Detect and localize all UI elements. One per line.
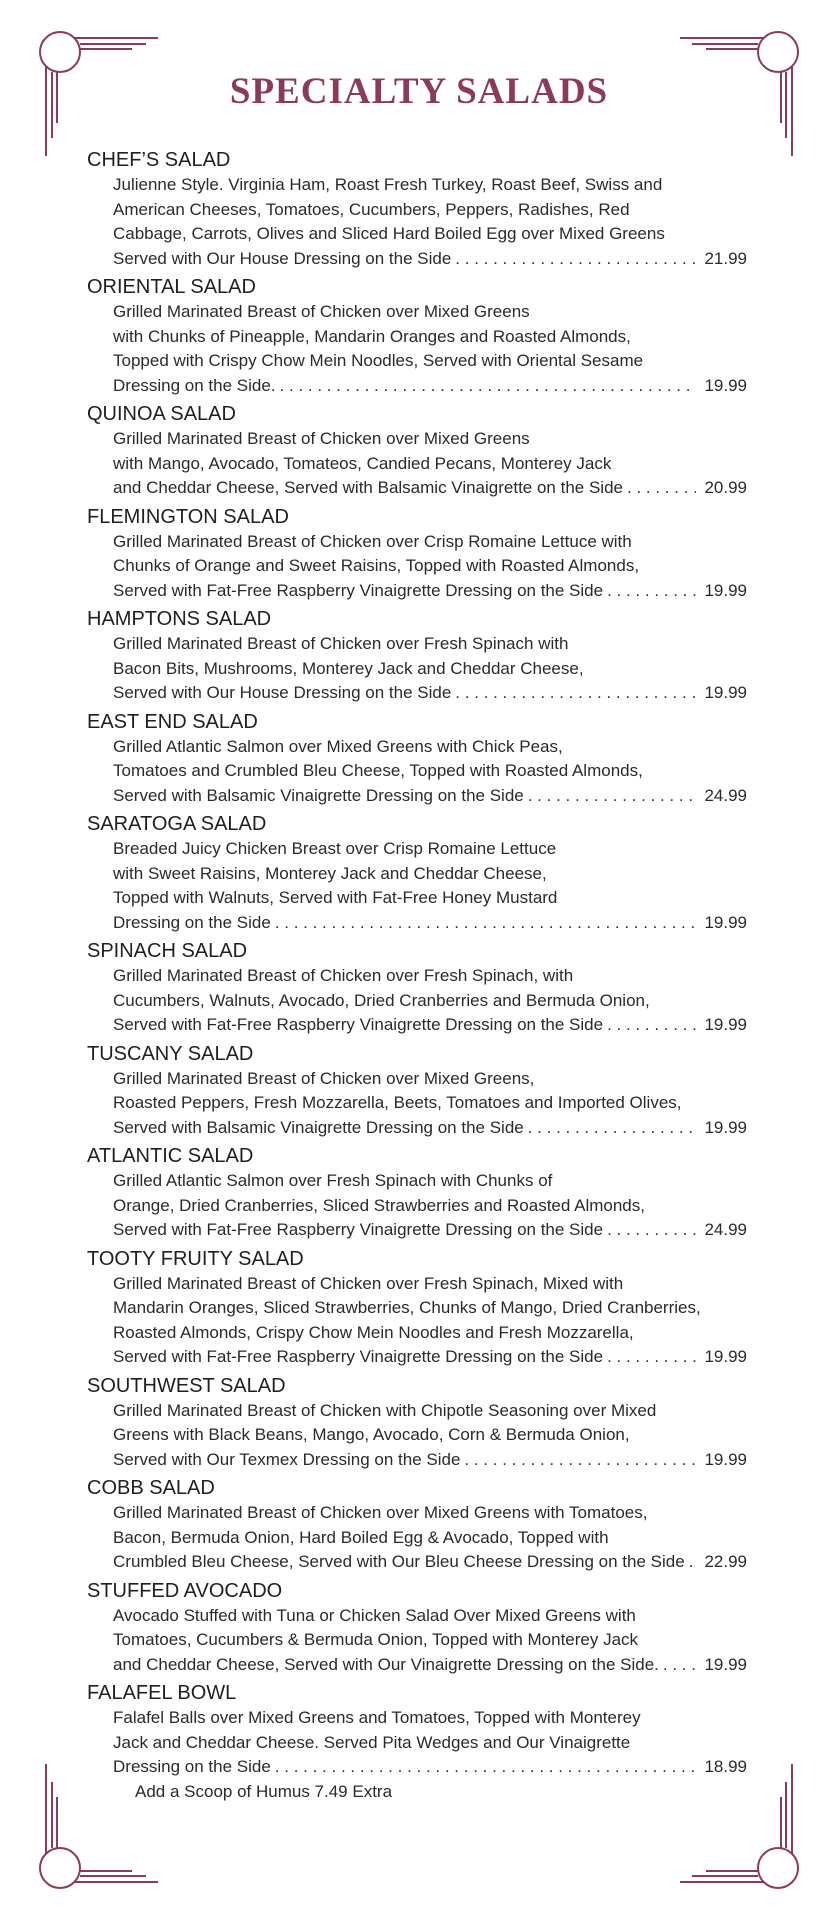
description-line: Topped with Walnuts, Served with Fat-Free Honey Mustard: [113, 888, 558, 907]
description-text: Dressing on the Side.: [113, 375, 276, 395]
description-line: Falafel Balls over Mixed Greens and Tomatoes, Topped with Monterey: [113, 1708, 641, 1727]
description-line: Grilled Marinated Breast of Chicken over Crisp Romaine Lettuce with: [113, 531, 632, 551]
description-line: Julienne Style. Virginia Ham, Roast Fresh Turkey, Roast Beef, Swiss and: [113, 175, 663, 194]
description-text: Served with Fat-Free Raspberry Vinaigrette Dressing on the Side: [113, 1015, 604, 1034]
item-name: STUFFED AVOCADO: [87, 1579, 283, 1602]
item-description: [113, 1272, 747, 1370]
dot-leader: [607, 1013, 696, 1038]
description-text: Served with Fat-Free Raspberry Vinaigrette Dressing on the Side: [113, 1220, 604, 1239]
description-text: Served with Fat-Free Raspberry Vinaigrette Dressing on the Side: [113, 580, 604, 600]
description-line: Tomatoes, Cucumbers & Bermuda Onion, Topped with Monterey Jack: [113, 1630, 639, 1649]
description-line: [113, 579, 747, 604]
menu-item: [87, 1042, 747, 1141]
dot-leader: [275, 911, 697, 936]
menu-item: [87, 812, 747, 935]
description-line: with Mango, Avocado, Tomateos, Candied Pecans, Monterey Jack: [113, 453, 612, 473]
dot-leader: [689, 1550, 697, 1575]
item-name: FALAFEL BOWL: [87, 1682, 237, 1704]
description-line: [113, 1013, 747, 1038]
description-line: Bacon, Bermuda Onion, Hard Boiled Egg & Avocado, Topped with: [113, 1527, 609, 1547]
menu-item: [87, 710, 747, 809]
page-title: SPECIALTY SALADS: [229, 71, 609, 112]
description-line: Grilled Marinated Breast of Chicken over Mixed Greens: [113, 429, 530, 448]
description-line: [113, 911, 747, 936]
description-text: Served with Our Texmex Dressing on the Side: [113, 1449, 461, 1469]
dot-leader: [663, 1653, 697, 1678]
description-line: Grilled Atlantic Salmon over Fresh Spinach with Chunks of: [113, 1171, 553, 1190]
item-description: [113, 300, 747, 398]
dot-leader: [607, 1218, 696, 1243]
dot-leader: [607, 1345, 696, 1370]
dot-leader: [528, 1116, 697, 1141]
description-line: Grilled Marinated Breast of Chicken over Fresh Spinach with: [113, 634, 569, 653]
menu-item: [87, 148, 747, 271]
dot-leader: [627, 476, 696, 501]
description-text: Served with Balsamic Vinaigrette Dressing on the Side: [113, 785, 524, 805]
item-price: 24.99: [704, 1220, 747, 1239]
item-price: 19.99: [704, 1117, 747, 1137]
item-name: SARATOGA SALAD: [87, 813, 267, 835]
description-line: [113, 681, 747, 706]
item-price: 19.99: [704, 1015, 747, 1034]
menu-item: [87, 505, 747, 604]
menu-item: [87, 607, 747, 706]
item-description: [113, 837, 747, 935]
item-description: [113, 530, 747, 604]
item-price: 20.99: [704, 478, 747, 497]
description-line: Cabbage, Carrots, Olives and Sliced Hard Boiled Egg over Mixed Greens: [113, 224, 665, 243]
description-line: Greens with Black Beans, Mango, Avocado, Corn & Bermuda Onion,: [113, 1425, 630, 1444]
dot-leader: [455, 681, 696, 706]
description-line: Chunks of Orange and Sweet Raisins, Topped with Roasted Almonds,: [113, 556, 640, 575]
dot-leader: [275, 1755, 697, 1780]
menu-item: [87, 1681, 747, 1804]
menu-item: [87, 1579, 747, 1678]
description-line: with Chunks of Pineapple, Mandarin Oranges and Roasted Almonds,: [113, 326, 631, 346]
item-price: 18.99: [704, 1757, 747, 1776]
item-price: 19.99: [704, 912, 747, 932]
description-line: Avocado Stuffed with Tuna or Chicken Salad Over Mixed Greens with: [113, 1605, 636, 1625]
description-line: [113, 247, 747, 272]
description-line: [113, 784, 747, 809]
description-line: [113, 1345, 747, 1370]
description-line: Grilled Marinated Breast of Chicken over Mixed Greens with Tomatoes,: [113, 1503, 648, 1522]
description-text: Crumbled Bleu Cheese, Served with Our Bleu Cheese Dressing on the Side: [113, 1552, 685, 1571]
description-line: Grilled Marinated Breast of Chicken over Fresh Spinach, Mixed with: [113, 1273, 624, 1293]
description-line: [113, 1218, 747, 1243]
dot-leader: [607, 579, 696, 604]
description-line: [113, 1550, 747, 1575]
item-name: TOOTY FRUITY SALAD: [87, 1247, 304, 1270]
description-line: [113, 1448, 747, 1473]
description-line: Roasted Peppers, Fresh Mozzarella, Beets, Tomatoes and Imported Olives,: [113, 1093, 682, 1112]
item-description: [113, 427, 747, 501]
menu-list: [87, 148, 747, 1808]
description-line: Grilled Marinated Breast of Chicken over Mixed Greens: [113, 302, 530, 321]
description-line: with Sweet Raisins, Monterey Jack and Cheddar Cheese,: [113, 863, 547, 883]
item-description: [113, 1067, 747, 1141]
item-name: SPINACH SALAD: [87, 940, 248, 962]
item-description: [113, 735, 747, 809]
description-line: [113, 1116, 747, 1141]
item-name: FLEMINGTON SALAD: [87, 505, 289, 528]
item-description: [113, 1399, 747, 1473]
item-price: 24.99: [704, 785, 747, 805]
description-line: [113, 476, 747, 501]
description-text: Dressing on the Side: [113, 912, 271, 932]
description-line: [113, 1755, 747, 1780]
item-name: ATLANTIC SALAD: [87, 1145, 254, 1167]
description-line: Grilled Marinated Breast of Chicken over Fresh Spinach, with: [113, 966, 574, 985]
description-line: Tomatoes and Crumbled Bleu Cheese, Topped with Roasted Almonds,: [113, 761, 643, 780]
description-line: Grilled Marinated Breast of Chicken with Chipotle Seasoning over Mixed: [113, 1400, 657, 1420]
item-price: 21.99: [704, 248, 747, 268]
item-description: [113, 1501, 747, 1575]
description-text: Served with Fat-Free Raspberry Vinaigrette Dressing on the Side: [113, 1347, 604, 1366]
description-text: and Cheddar Cheese, Served with Balsamic Vinaigrette on the Side: [113, 478, 623, 497]
item-name: TUSCANY SALAD: [87, 1042, 254, 1065]
description-line: Breaded Juicy Chicken Breast over Crisp Romaine Lettuce: [113, 839, 557, 858]
item-price: 19.99: [704, 1449, 747, 1469]
item-price: 19.99: [704, 375, 747, 395]
description-line: Mandarin Oranges, Sliced Strawberries, Chunks of Mango, Dried Cranberries,: [113, 1298, 701, 1317]
menu-item: [87, 402, 747, 501]
description-text: Served with Our House Dressing on the Side: [113, 683, 452, 702]
menu-item: [87, 1374, 747, 1473]
description-line: Jack and Cheddar Cheese. Served Pita Wedges and Our Vinaigrette: [113, 1732, 631, 1752]
dot-leader: [464, 1448, 696, 1473]
description-line: Cucumbers, Walnuts, Avocado, Dried Cranberries and Bermuda Onion,: [113, 990, 650, 1010]
description-text: and Cheddar Cheese, Served with Our Vinaigrette Dressing on the Side.: [113, 1654, 659, 1674]
item-description: [113, 632, 747, 706]
description-text: Served with Our House Dressing on the Side: [113, 248, 452, 268]
item-name: COBB SALAD: [87, 1477, 215, 1499]
menu-item: [87, 1247, 747, 1370]
description-line: [113, 1653, 747, 1678]
menu-item: [87, 1144, 747, 1243]
item-description: [113, 1706, 747, 1780]
menu-item: [87, 1476, 747, 1575]
item-description: [113, 173, 747, 271]
dot-leader: [528, 784, 697, 809]
item-name: EAST END SALAD: [87, 710, 258, 733]
description-line: Roasted Almonds, Crispy Chow Mein Noodles and Fresh Mozzarella,: [113, 1322, 634, 1342]
description-line: Orange, Dried Cranberries, Sliced Strawberries and Roasted Almonds,: [113, 1195, 645, 1215]
dot-leader: [455, 247, 696, 272]
item-price: 22.99: [704, 1552, 747, 1571]
item-description: [113, 1169, 747, 1243]
item-name: HAMPTONS SALAD: [87, 608, 272, 630]
item-price: 19.99: [704, 683, 747, 702]
item-name: ORIENTAL SALAD: [87, 276, 256, 298]
description-line: Grilled Atlantic Salmon over Mixed Greens with Chick Peas,: [113, 736, 563, 756]
item-name: CHEF’S SALAD: [87, 149, 231, 171]
item-price: 19.99: [704, 1347, 747, 1366]
description-line: [113, 374, 747, 399]
description-text: Dressing on the Side: [113, 1757, 271, 1776]
description-line: American Cheeses, Tomatoes, Cucumbers, Peppers, Radishes, Red: [113, 199, 630, 219]
dot-leader: [280, 374, 697, 399]
item-name: QUINOA SALAD: [87, 403, 236, 425]
item-name: SOUTHWEST SALAD: [87, 1374, 286, 1397]
menu-item: [87, 275, 747, 398]
item-description: [113, 1604, 747, 1678]
description-line: Bacon Bits, Mushrooms, Monterey Jack and Cheddar Cheese,: [113, 658, 584, 678]
menu-item: [87, 939, 747, 1038]
description-line: Topped with Crispy Chow Mein Noodles, Served with Oriental Sesame: [113, 351, 644, 370]
description-text: Served with Balsamic Vinaigrette Dressing on the Side: [113, 1117, 524, 1137]
description-line: Grilled Marinated Breast of Chicken over Mixed Greens,: [113, 1068, 535, 1088]
item-description: [113, 964, 747, 1038]
item-price: 19.99: [704, 1654, 747, 1674]
item-price: 19.99: [704, 580, 747, 600]
item-extra-note: Add a Scoop of Humus 7.49 Extra: [135, 1781, 393, 1801]
